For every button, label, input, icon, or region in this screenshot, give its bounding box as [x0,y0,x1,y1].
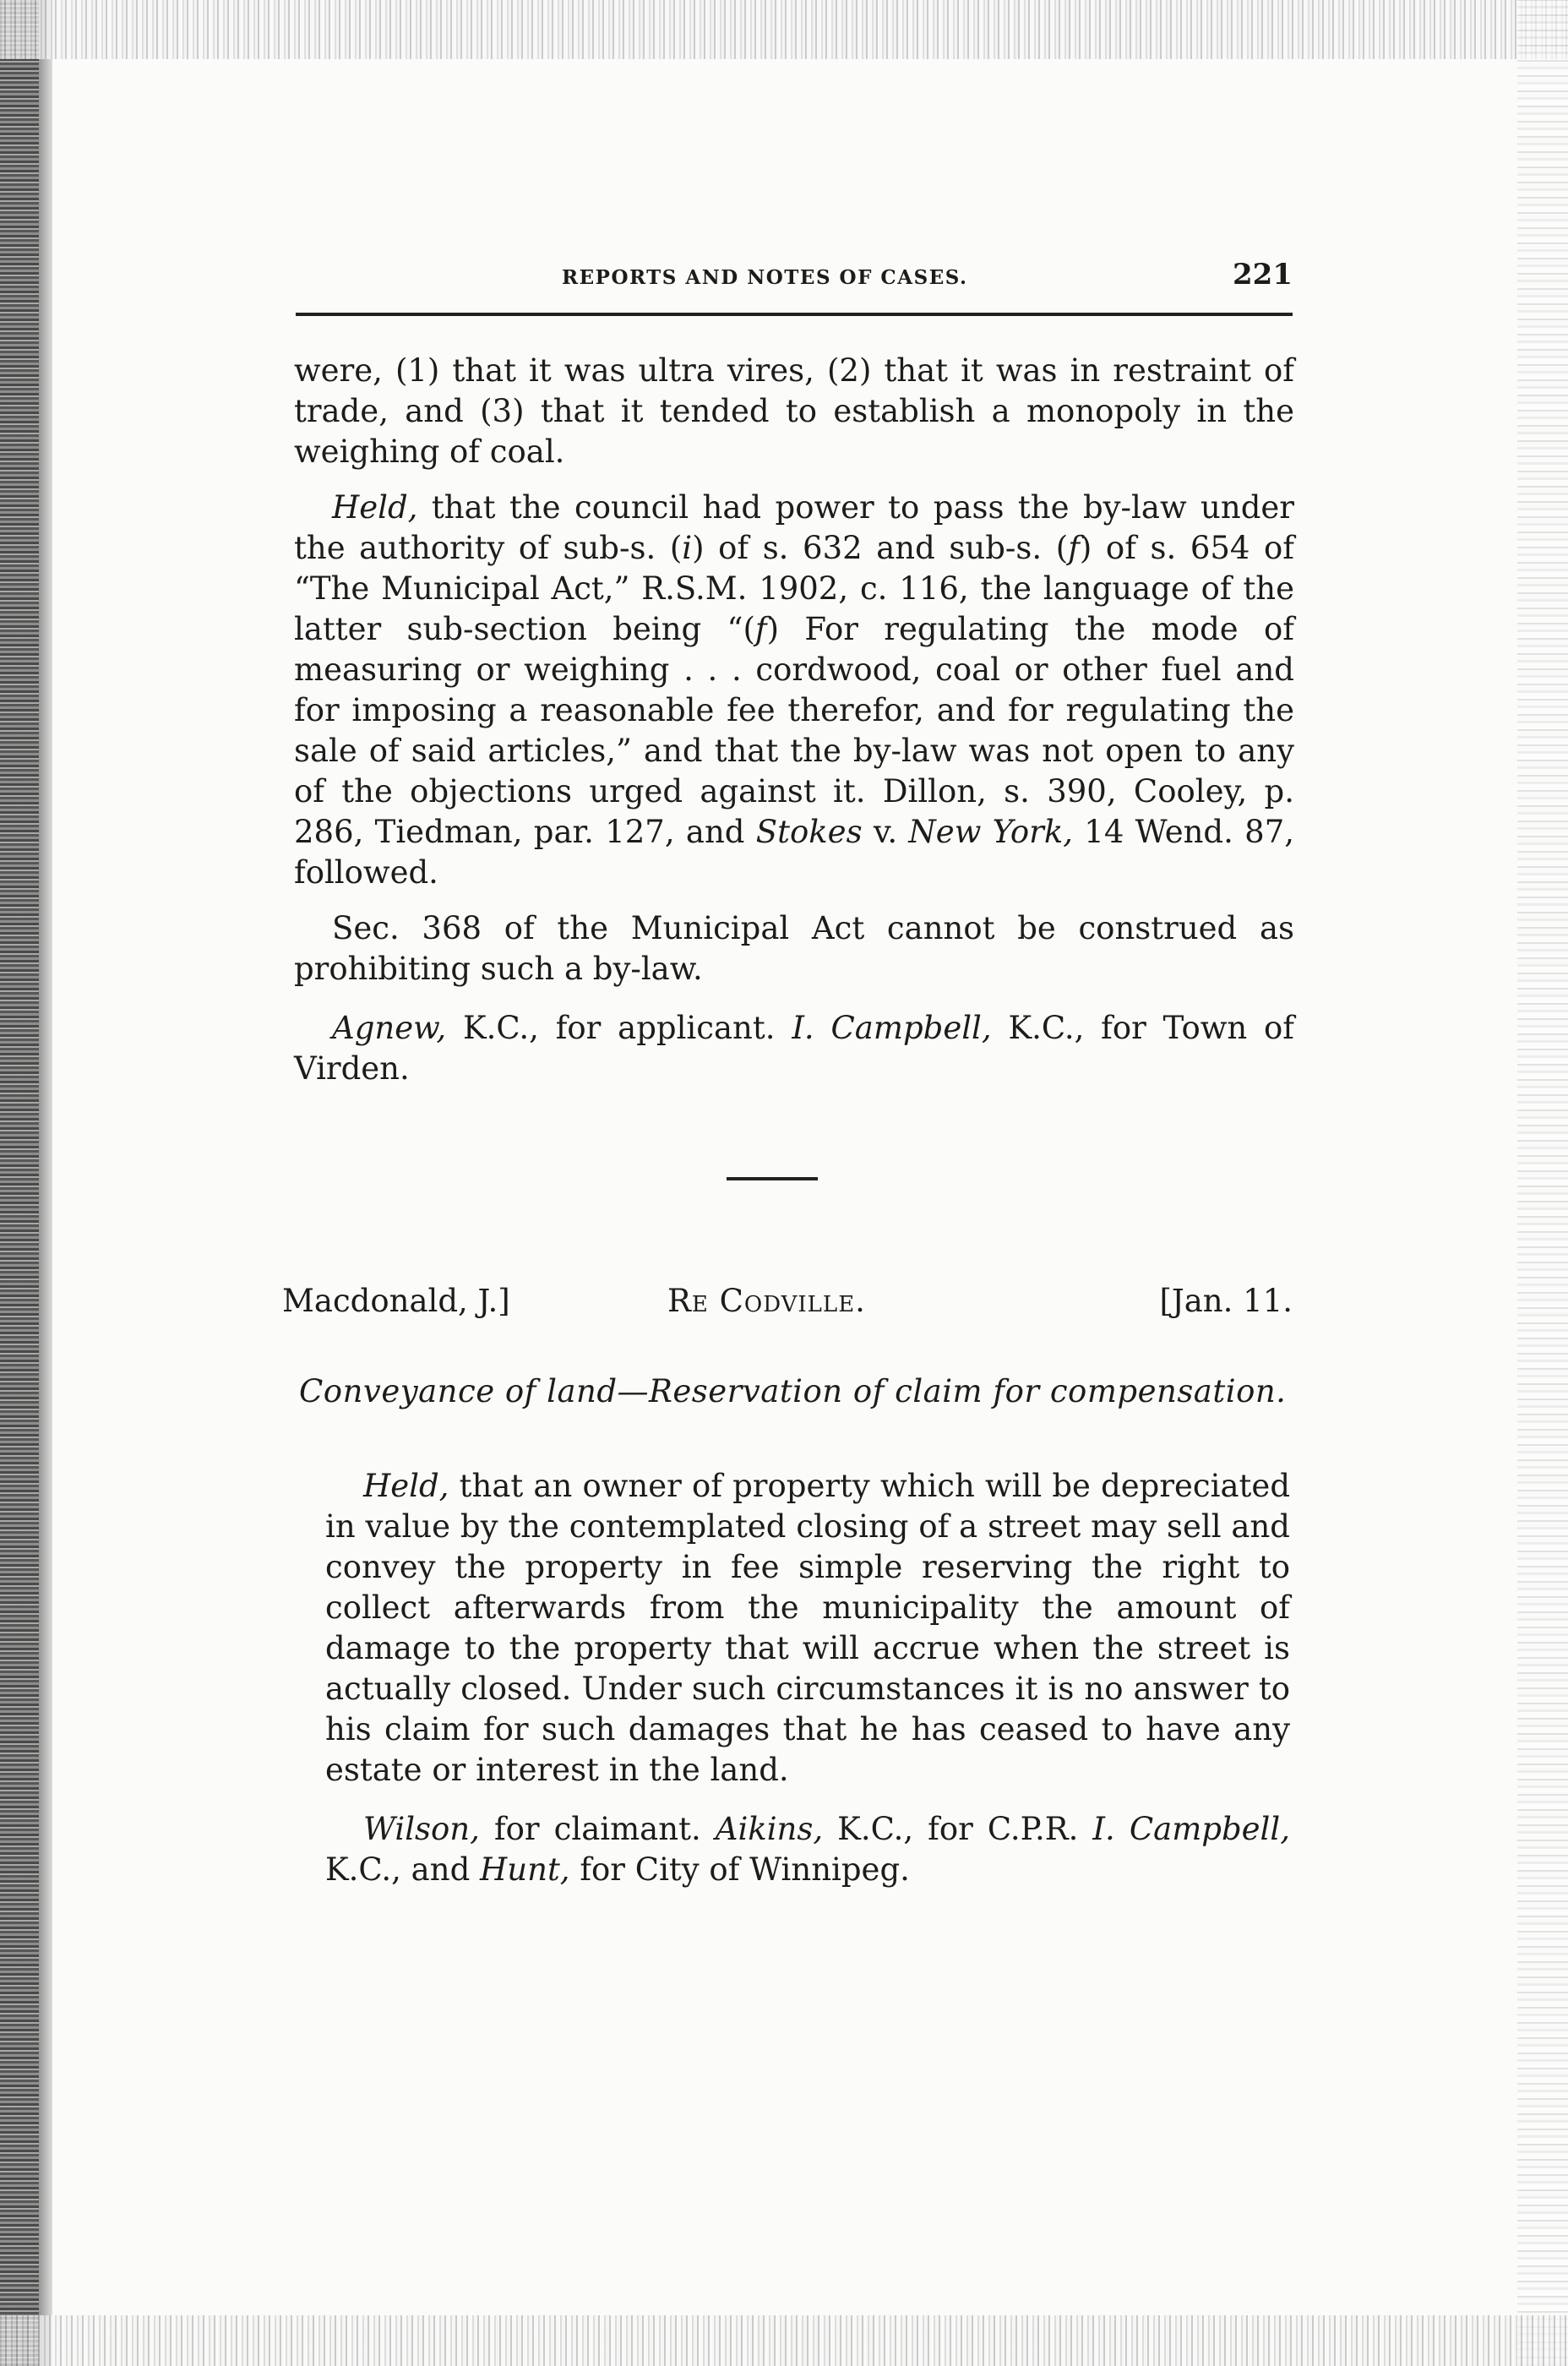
paragraph-counsel: Agnew, K.C., for applicant. I. Campbell, K.C., for Town of Virden. [294,1010,1294,1087]
case-name: Re Codville. [667,1283,866,1319]
case-topic: Conveyance of land—Reservation of claim for compensation. [299,1373,1287,1409]
case-heading [282,1283,1293,1325]
paragraph-section-368: Sec. 368 of the Municipal Act cannot be construed as prohibiting such a by-law. [294,910,1294,987]
paragraph-held-2: Held, that an owner of property which will be depreciated in value by the contemplated closing of a street may sell and convey the property in fee simple reserving the right to collect afterwards from the municipality the amount of damage to the property that will accrue when the street is actually closed. Under such circumstances it is no answer to his claim for such damages that he has ceased to have any estate or interest in the land. [325,1468,1290,1788]
case-body-2 [325,1466,1290,1890]
header-rule [296,313,1293,316]
running-title: REPORTS AND NOTES OF CASES. [562,266,968,289]
page-number: 221 [1233,258,1293,292]
scan-edge-top [0,0,1568,59]
paragraph-counsel-2: Wilson, for claimant. Aikins, K.C., for C.P.R. I. Campbell, K.C., and Hunt, for City of Winnipeg. [325,1811,1290,1888]
scan-edge-left [0,0,39,2366]
case-judge: Macdonald, J.] [282,1283,510,1319]
scan-edge-right [1517,0,1568,2366]
paragraph-grounds: were, (1) that it was ultra vires, (2) that it was in restraint of trade, and (3) that it tended to establish a monopoly in the weighing of coal. [294,352,1294,470]
case-body-1 [294,351,1294,1089]
case-divider [727,1177,818,1180]
scan-edge-shadow [39,0,52,2366]
page-header [296,258,1293,300]
paragraph-held: Held, that the council had power to pass the by-law under the authority of sub-s. (i) of s. 632 and sub-s. (f) of s. 654 of “The Municipal Act,” R.S.M. 1902, c. 116, the language of the latter sub-section being “(f) For regulating the mode of measuring or weighing . . . cordwood, coal or other fuel and for imposing a reasonable fee therefor, and for regulating the sale of said articles,” and that the by-law was not open to any of the objections urged against it. Dillon, s. 390, Cooley, p. 286, Tiedman, par. 127, and Stokes v. New York, 14 Wend. 87, followed. [294,489,1294,891]
case-date: [Jan. 11. [1159,1283,1293,1319]
scan-edge-bottom [0,2315,1568,2366]
